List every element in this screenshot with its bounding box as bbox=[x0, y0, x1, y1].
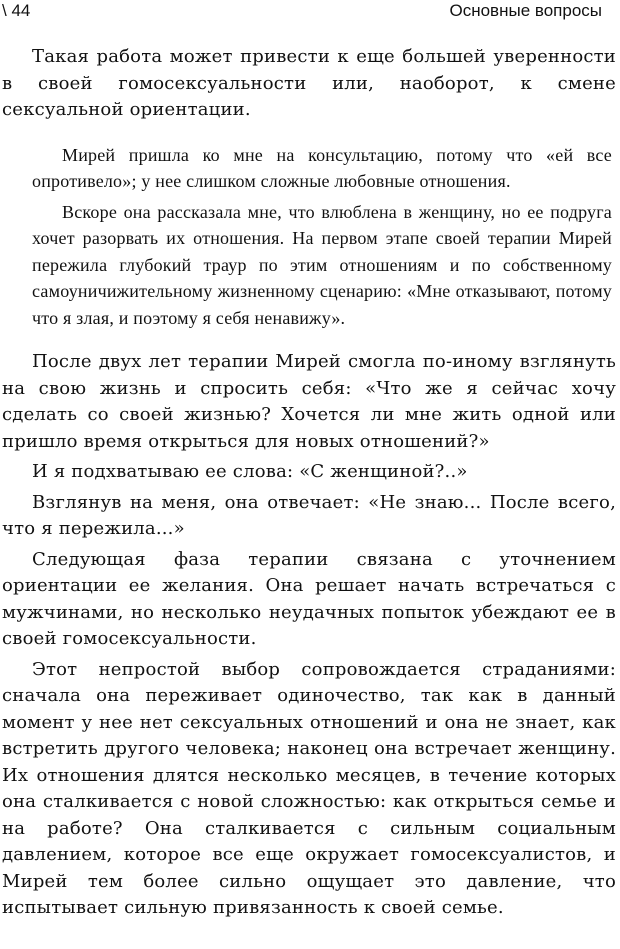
page-body bbox=[2, 44, 616, 922]
body-paragraph: И я подхватываю ее слова: «С женщиной?..» bbox=[32, 461, 468, 482]
running-title: Основные вопросы bbox=[449, 1, 602, 20]
intro-paragraph: Такая работа может привести к еще большей уверенности в своей гомосексуальности или, наоборот, к смене сексуальной ориентации. bbox=[2, 46, 616, 120]
page-header bbox=[0, 0, 620, 24]
quote-paragraph: Мирей пришла ко мне на консультацию, потому что «ей все опротивело»; у нее слишком сложные любовные отношения. bbox=[32, 144, 612, 191]
page-number: \ 44 bbox=[2, 1, 31, 20]
case-quote bbox=[2, 142, 616, 332]
body-paragraph: Этот непростой выбор сопровождается страданиями: сначала она переживает одиночество, так как в данный момент у нее нет сексуальных отношений и она не знает, как встретить другого человека; наконец она встречает женщину. Их отношения длятся несколько месяцев, в течение которых она сталкивается с новой сложностью: как открыться семье и на работе? Она сталкивается с сильным социальным давлением, которое все еще окружает гомосексуалистов, и Мирей тем более сильно ощущает это давление, что испытывает сильную привязанность к своей семье. bbox=[2, 658, 616, 918]
quote-paragraph: Вскоре она рассказала мне, что влюблена в женщину, но ее подруга хочет разорвать их отношения. На первом этапе своей терапии Мирей пережила глубокий траур по этим отношениям и по собственному самоуничижительному жизненному сценарию: «Мне отказывают, потому что я злая, и поэтому я себя ненавижу». bbox=[32, 201, 612, 328]
body-paragraph: После двух лет терапии Мирей смогла по-иному взглянуть на свою жизнь и спросить себя: «Что же я сейчас хочу сделать со своей жизнью? Хочется ли мне жить одной или пришло время открыться для новых отношений?» bbox=[2, 351, 616, 452]
body-paragraph: Следующая фаза терапии связана с уточнением ориентации ее желания. Она решает начать встречаться с мужчинами, но несколько неудачных попыток убеждают ее в своей гомосексуальности. bbox=[2, 548, 616, 649]
body-paragraph: Взглянув на меня, она отвечает: «Не знаю... После всего, что я пережила...» bbox=[2, 491, 616, 539]
